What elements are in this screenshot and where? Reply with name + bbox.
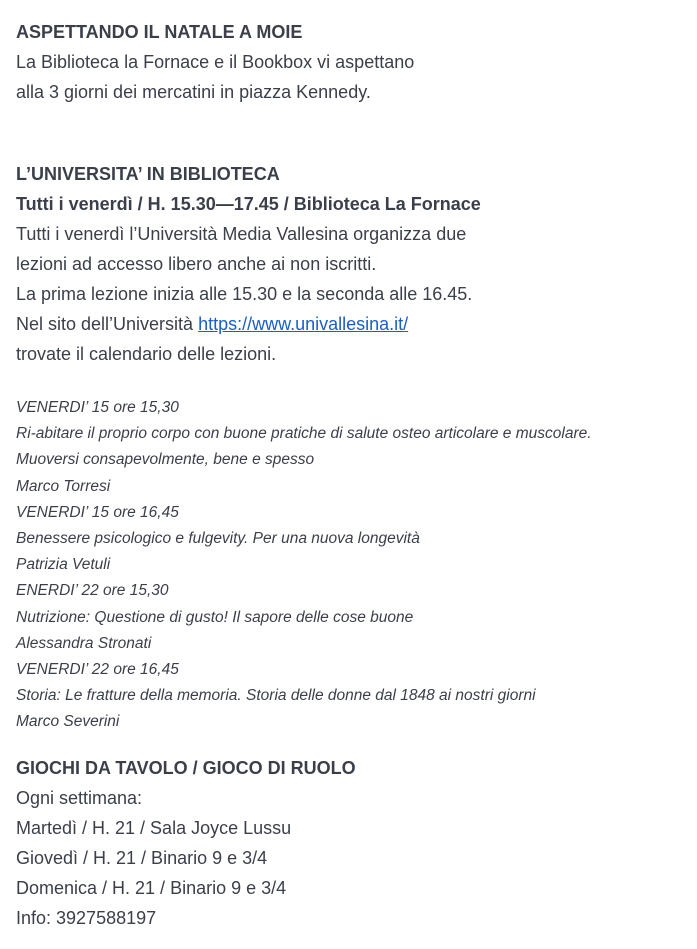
section-natale-line-2: alla 3 giorni dei mercatini in piazza Kennedy. [16, 82, 371, 102]
section-giochi-line-1: Ogni settimana: [16, 788, 143, 809]
section-natale [16, 17, 691, 107]
section-giochi-title: GIOCHI DA TAVOLO / GIOCO DI RUOLO [16, 758, 356, 779]
schedule-line: VENERDI’ 22 ore 16,45 [16, 660, 179, 678]
schedule-line: Storia: Le fratture della memoria. Storia delle donne dal 1848 ai nostri giorni [16, 687, 536, 705]
schedule-line: ENERDI’ 22 ore 15,30 [16, 582, 169, 600]
schedule-line: Ri-abitare il proprio corpo con buone pratiche di salute osteo articolare e muscolare. [16, 425, 592, 443]
section-universita-site-suffix: trovate il calendario delle lezioni. [16, 344, 277, 364]
event-newsletter [16, 17, 691, 933]
schedule-line: Muoversi consapevolmente, bene e spesso [16, 451, 315, 469]
schedule-line: Patrizia Vetuli [16, 556, 111, 574]
spacer [16, 735, 691, 753]
section-giochi-line-4: Domenica / H. 21 / Binario 9 e 3/4 [16, 878, 287, 899]
section-universita-line-3: La prima lezione inizia alle 15.30 e la seconda alle 16.45. [16, 284, 473, 304]
spacer [16, 107, 691, 159]
section-giochi [16, 753, 691, 933]
univallesina-link[interactable]: https://www.univallesina.it/ [198, 314, 409, 334]
schedule-line: Marco Severini [16, 713, 120, 731]
section-universita-subtitle: Tutti i venerdì / H. 15.30—17.45 / Biblioteca La Fornace [16, 194, 481, 214]
section-universita [16, 159, 691, 735]
section-giochi-info: Info: 3927588197 [16, 908, 157, 929]
section-universita-line-1: Tutti i venerdì l’Università Media Vallesina organizza due [16, 224, 467, 244]
section-universita-site-line [16, 309, 691, 339]
section-giochi-line-3: Giovedì / H. 21 / Binario 9 e 3/4 [16, 848, 268, 869]
section-natale-title: ASPETTANDO IL NATALE A MOIE [16, 22, 303, 42]
section-universita-title: L’UNIVERSITA’ IN BIBLIOTECA [16, 164, 280, 184]
schedule-line: VENERDI’ 15 ore 15,30 [16, 399, 179, 416]
schedule-line: VENERDI’ 15 ore 16,45 [16, 503, 179, 521]
section-giochi-line-2: Martedì / H. 21 / Sala Joyce Lussu [16, 818, 292, 839]
schedule-line: Nutrizione: Questione di gusto! Il sapore delle cose buone [16, 608, 414, 626]
site-prefix: Nel sito dell’Università [16, 314, 199, 334]
section-universita-line-2: lezioni ad accesso libero anche ai non iscritti. [16, 254, 377, 274]
schedule-line: Marco Torresi [16, 477, 111, 495]
lecture-schedule [16, 395, 691, 735]
section-natale-line-1: La Biblioteca la Fornace e il Bookbox vi aspettano [16, 52, 415, 72]
schedule-line: Benessere psicologico e fulgevity. Per una nuova longevità [16, 529, 420, 547]
spacer [16, 369, 691, 395]
schedule-line: Alessandra Stronati [16, 634, 152, 652]
